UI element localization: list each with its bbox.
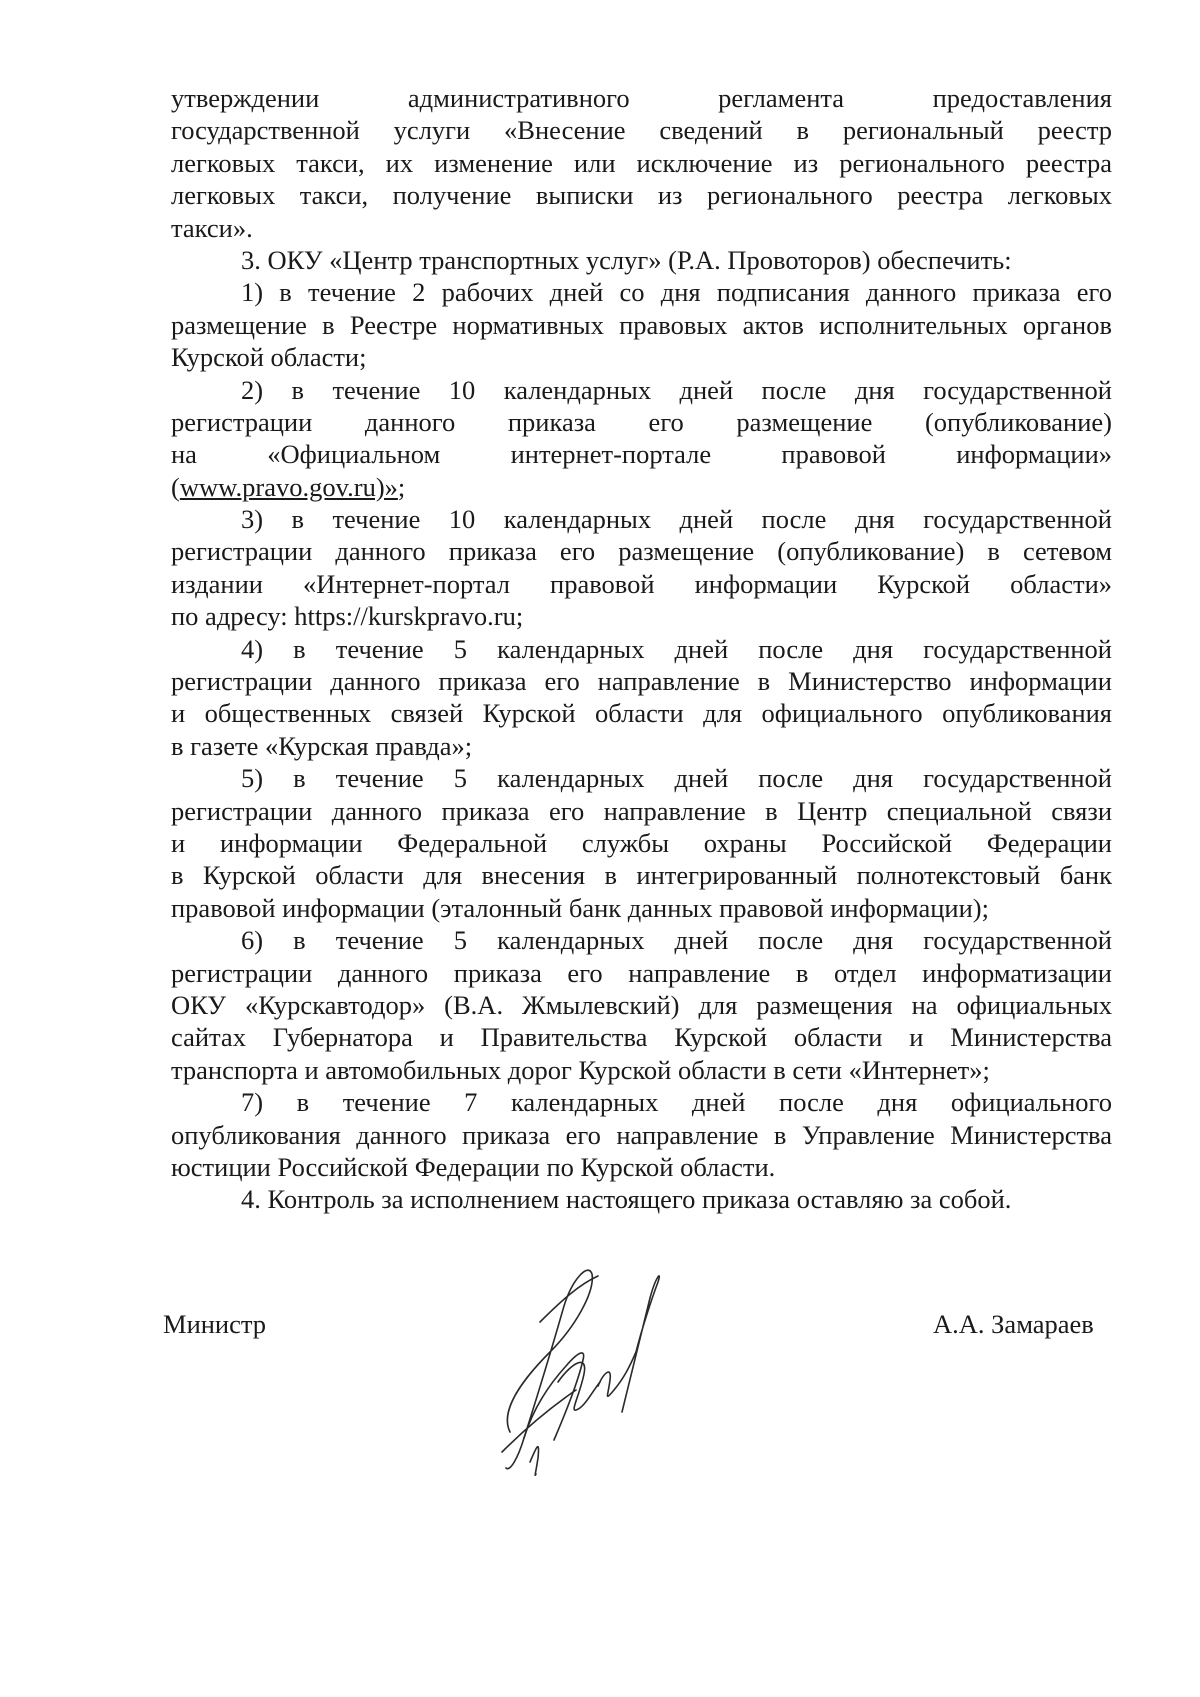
document-line: государственной услуги «Внесение сведений в региональный реестр <box>171 115 1112 146</box>
document-line: 6) в течение 5 календарных дней после дня государственной <box>241 925 1112 956</box>
handwritten-signature-icon <box>480 1262 680 1482</box>
document-line: в Курской области для внесения в интегрированный полнотекстовый банк <box>171 860 1112 891</box>
document-line: издании «Интернет-портал правовой информации Курской области» <box>171 568 1112 599</box>
document-line: 7) в течение 7 календарных дней после дня официального <box>241 1087 1112 1118</box>
document-line: регистрации данного приказа его размещение (опубликование) в сетевом <box>171 536 1112 567</box>
document-line: 2) в течение 10 календарных дней после дня государственной <box>241 374 1112 405</box>
document-line: правовой информации (эталонный банк данных правовой информации); <box>171 892 989 923</box>
document-line: регистрации данного приказа его размещение (опубликование) <box>171 406 1112 437</box>
document-line: и общественных связей Курской области для официального опубликования <box>171 698 1112 729</box>
document-line: легковых такси, получение выписки из регионального реестра легковых <box>171 180 1112 211</box>
document-line: по адресу: https://kurskpravo.ru; <box>171 601 524 632</box>
document-line: легковых такси, их изменение или исключение из регионального реестра <box>171 147 1112 178</box>
document-line: 4. Контроль за исполнением настоящего приказа оставляю за собой. <box>241 1184 1012 1215</box>
document-line: 5) в течение 5 календарных дней после дня государственной <box>241 763 1112 794</box>
document-line: регистрации данного приказа его направление в Центр специальной связи <box>171 795 1112 826</box>
document-line: регистрации данного приказа его направление в Министерство информации <box>171 666 1112 697</box>
document-line: Курской области; <box>171 342 367 373</box>
signatory-name: А.А. Замараев <box>933 1309 1094 1339</box>
document-line: опубликования данного приказа его направление в Управление Министерства <box>171 1119 1112 1150</box>
document-line: в газете «Курская правда»; <box>171 730 473 761</box>
document-line: 4) в течение 5 календарных дней после дня государственной <box>241 633 1112 664</box>
document-line: утверждении административного регламента предоставления <box>171 83 1112 113</box>
url-link: www.pravo.gov.ru)» <box>179 471 398 502</box>
document-line: юстиции Российской Федерации по Курской области. <box>171 1151 776 1182</box>
document-line: сайтах Губернатора и Правительства Курской области и Министерства <box>171 1022 1112 1053</box>
document-body <box>171 82 1112 1216</box>
document-line: на «Официальном интернет-портале правовой информации» <box>171 439 1112 470</box>
document-line: такси». <box>171 212 253 243</box>
document-line: размещение в Реестре нормативных правовых актов исполнительных органов <box>171 309 1112 340</box>
document-line: 3) в течение 10 календарных дней после дня государственной <box>241 504 1112 535</box>
document-line: транспорта и автомобильных дорог Курской области в сети «Интернет»; <box>171 1054 990 1085</box>
document-line: 3. ОКУ «Центр транспортных услуг» (Р.А. Провоторов) обеспечить: <box>241 244 1012 275</box>
document-line: регистрации данного приказа его направление в отдел информатизации <box>171 957 1112 988</box>
document-line: ОКУ «Курскавтодор» (В.А. Жмылевский) для размещения на официальных <box>171 989 1112 1020</box>
document-line: (www.pravo.gov.ru)»; <box>171 471 406 502</box>
document-line: 1) в течение 2 рабочих дней со дня подписания данного приказа его <box>241 277 1112 308</box>
signatory-position: Министр <box>163 1309 267 1339</box>
document-line: и информации Федеральной службы охраны Российской Федерации <box>171 827 1112 858</box>
